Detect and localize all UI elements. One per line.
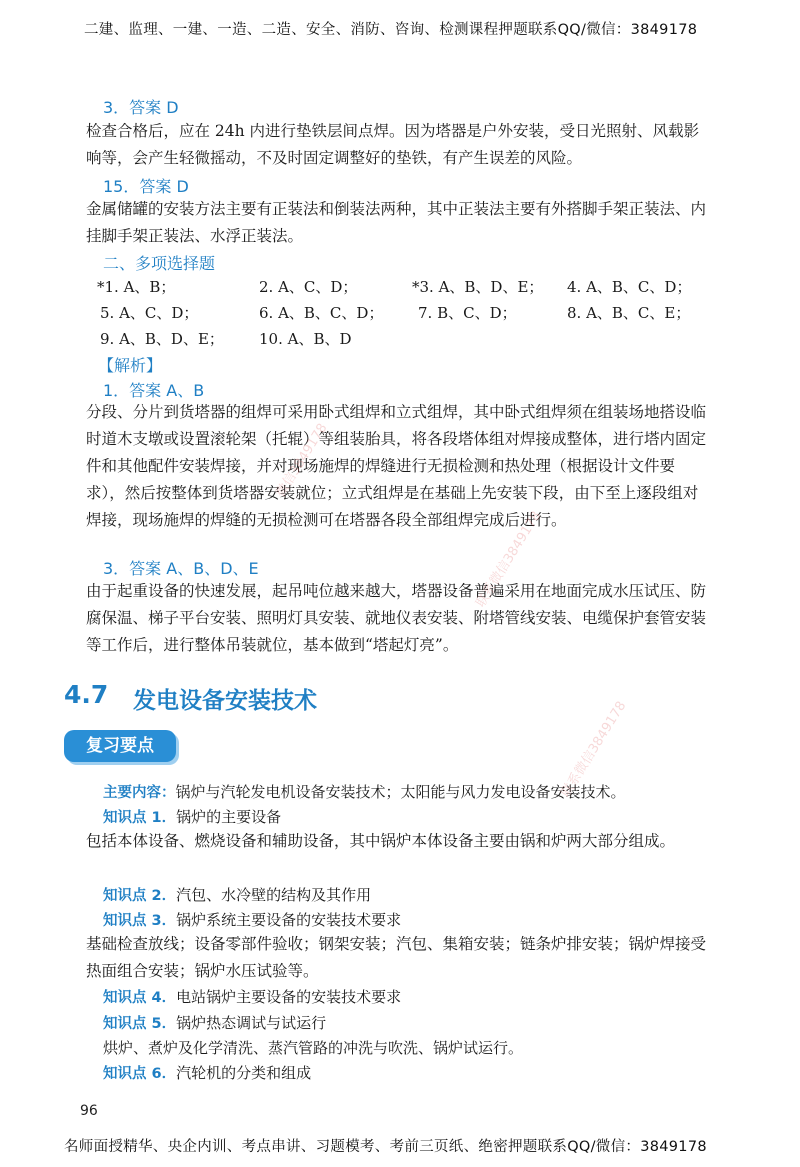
knowledge-point-label: 知识点 2． xyxy=(103,888,177,904)
knowledge-point-2 xyxy=(103,884,371,905)
answer-item: 2. A、C、D； xyxy=(259,278,358,296)
knowledge-point-1-text: 包括本体设备、燃烧设备和辅助设备，其中锅炉本体设备主要由锅和炉两大部分组成。 xyxy=(86,832,676,850)
knowledge-point-3 xyxy=(103,909,401,930)
watermark-text: 联系微信3849178 xyxy=(558,698,630,801)
analysis-text-3: 由于起重设备的快速发展，起吊吨位越来越大，塔器设备普遍采用在地面完成水压试压、防腐保温、梯子平台安装、照明灯具安装、就地仪表安装、附塔管线安装、电缆保护套管安装等工作后，进行整体吊装就位，基本做到“塔起灯亮”。 xyxy=(86,582,707,654)
analysis-header-1: 1．答案 A、B xyxy=(103,381,205,400)
main-content-label: 主要内容： xyxy=(103,785,176,801)
answer-header-15: 15．答案 D xyxy=(103,177,189,196)
knowledge-point-label: 知识点 3． xyxy=(103,913,177,929)
answer-text-15: 金属储罐的安装方法主要有正装法和倒装法两种，其中正装法主要有外搭脚手架正装法、内挂脚手架正装法、水浮正装法。 xyxy=(86,200,707,245)
knowledge-point-5-text: 烘炉、煮炉及化学清洗、蒸汽管路的冲洗与吹洗、锅炉试运行。 xyxy=(103,1039,524,1057)
watermark-text: 微信3849178 xyxy=(273,420,331,501)
knowledge-point-title: 锅炉热态调试与试运行 xyxy=(176,1014,327,1032)
multi-choice-header: 二、多项选择题 xyxy=(103,254,216,273)
answer-item: 7. B、C、D； xyxy=(418,304,517,322)
knowledge-point-5 xyxy=(103,1012,326,1033)
knowledge-point-title: 锅炉的主要设备 xyxy=(176,808,282,826)
answer-text-3: 检查合格后，应在 24h 内进行垫铁层间点焊。因为塔器是户外安装，受日光照射、风载影响等，会产生轻微摇动，不及时固定调整好的垫铁，有产生误差的风险。 xyxy=(86,122,700,167)
chapter-title: 发电设备安装技术 xyxy=(133,688,317,714)
answer-item: *1. A、B； xyxy=(97,278,176,296)
bottom-banner: 名师面授精华、央企内训、考点串讲、习题模考、考前三页纸、绝密押题联系QQ/微信：3849178 xyxy=(64,1139,707,1155)
knowledge-point-title: 汽轮机的分类和组成 xyxy=(176,1064,312,1082)
chapter-number: 4.7 xyxy=(64,680,109,709)
knowledge-point-6 xyxy=(103,1062,311,1083)
top-banner: 二建、监理、一建、一造、二造、安全、消防、咨询、检测课程押题联系QQ/微信：3849178 xyxy=(84,22,698,38)
knowledge-point-label: 知识点 6． xyxy=(103,1066,177,1082)
review-points-badge xyxy=(64,730,176,762)
answer-item: 8. A、B、C、E； xyxy=(567,304,691,322)
answer-item: 10. A、B、D xyxy=(259,330,352,348)
knowledge-point-label: 知识点 1． xyxy=(103,810,177,826)
knowledge-point-3-text: 基础检查放线；设备零部件验收；钢架安装；汽包、集箱安装；链条炉排安装；锅炉焊接受热面组合安装；锅炉水压试验等。 xyxy=(86,935,707,980)
watermark-text: 联系微信3849178 xyxy=(473,508,545,611)
knowledge-point-label: 知识点 5． xyxy=(103,1016,177,1032)
answer-item: 9. A、B、D、E； xyxy=(100,330,224,348)
review-points-label: 复习要点 xyxy=(86,736,154,756)
knowledge-point-4 xyxy=(103,986,401,1007)
answer-header-3: 3．答案 D xyxy=(103,98,179,117)
knowledge-point-title: 汽包、水冷壁的结构及其作用 xyxy=(176,886,372,904)
main-content-text: 锅炉与汽轮发电机设备安装技术；太阳能与风力发电设备安装技术。 xyxy=(175,783,626,801)
main-content-line xyxy=(103,781,626,802)
page-number: 96 xyxy=(80,1103,98,1119)
knowledge-point-label: 知识点 4． xyxy=(103,990,177,1006)
answer-item: *3. A、B、D、E； xyxy=(412,278,544,296)
knowledge-point-title: 电站锅炉主要设备的安装技术要求 xyxy=(176,988,402,1006)
answer-item: 4. A、B、C、D； xyxy=(567,278,692,296)
knowledge-point-1 xyxy=(103,806,281,827)
analysis-label: 【解析】 xyxy=(98,356,163,375)
analysis-text-1: 分段、分片到货塔器的组焊可采用卧式组焊和立式组焊，其中卧式组焊须在组装场地搭设临时道木支墩或设置滚轮架（托辊）等组装胎具，将各段塔体组对焊接成整体，进行塔内固定件和其他配件安装焊接，并对现场施焊的焊缝进行无损检测和热处理（根据设计文件要求），然后按整体到货塔器安装就位；立式组焊是在基础上先安装下段，由下至上逐段组对焊接，现场施焊的焊缝的无损检测可在塔器各段全部组焊完成后进行。 xyxy=(86,403,707,529)
answer-item: 6. A、B、C、D； xyxy=(259,304,384,322)
analysis-header-3: 3．答案 A、B、D、E xyxy=(103,559,259,578)
answer-item: 5. A、C、D； xyxy=(100,304,199,322)
knowledge-point-title: 锅炉系统主要设备的安装技术要求 xyxy=(176,911,402,929)
